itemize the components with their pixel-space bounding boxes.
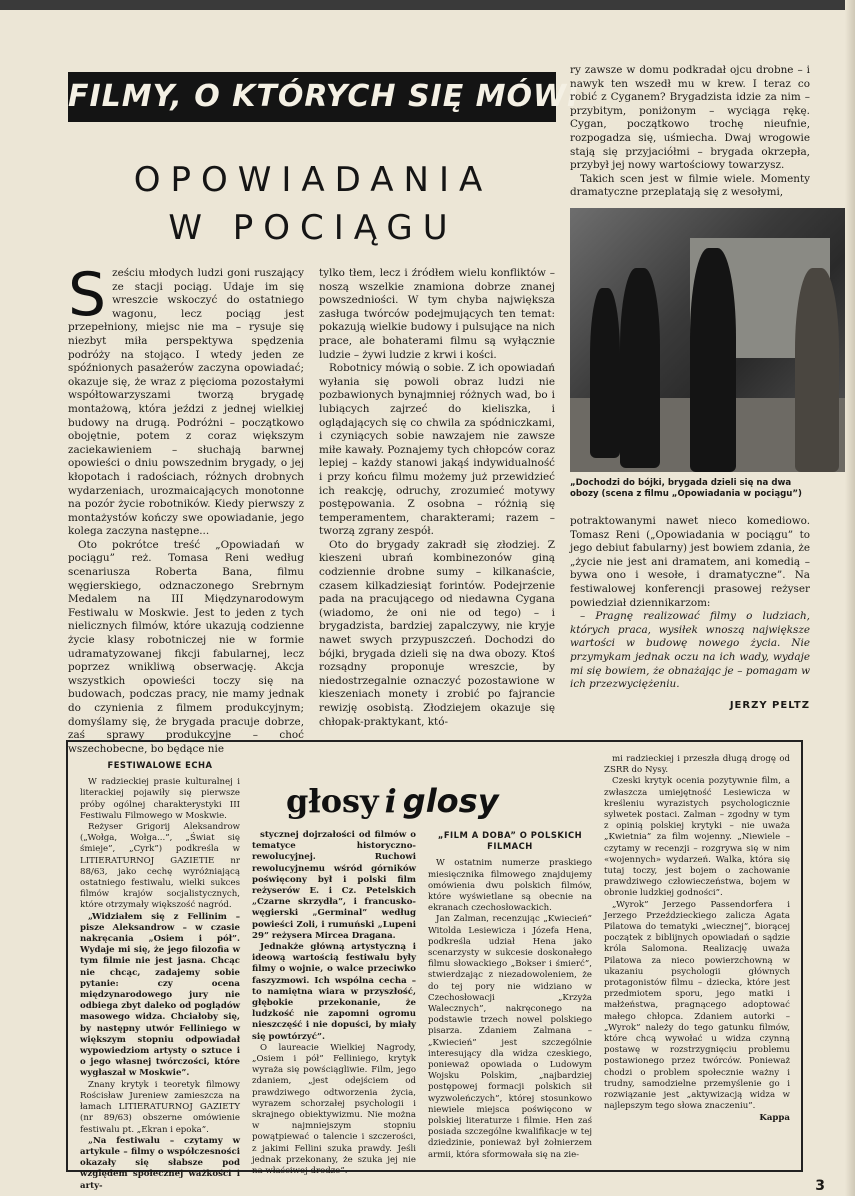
photo-figure bbox=[590, 288, 620, 458]
logo-part-3: glosy bbox=[402, 782, 499, 820]
article-column-1 bbox=[68, 260, 304, 755]
photo-figure bbox=[795, 268, 839, 472]
page-number: 3 bbox=[815, 1178, 825, 1194]
logo-part-2: i bbox=[384, 782, 397, 820]
box-column-heading: „FILM A DOBA” O POLSKICH FILMACH bbox=[437, 830, 583, 852]
paragraph: mi radzieckiej i przeszła długą drogę od ZSRR do Nysy. bbox=[604, 754, 790, 776]
paragraph: „Na festiwalu – czytamy w artykule – filmy o współczesności okazały się słabsze pod względem społecznej ważkości i arty- bbox=[80, 1135, 240, 1191]
box-column-heading: FESTIWALOWE ECHA bbox=[107, 760, 213, 770]
photo-figure bbox=[620, 268, 660, 468]
film-still-photo bbox=[570, 208, 845, 472]
drop-cap: S bbox=[68, 260, 107, 330]
glosy-logo bbox=[286, 782, 586, 822]
page-binding-shadow bbox=[845, 0, 855, 1196]
box-column-2 bbox=[252, 830, 416, 1177]
paragraph: stycznej dojrzałości od filmów o tematyce historyczno-rewolucyjnej. Ruchowi rewolucyjnemu wśród górników poświęcony był i polski film reżyserów E. i Cz. Petelskich „Czarne skrzydła”, i francusko-węgierski „Germinal” według powieści Zoli, i rumuński „Lupeni 29” reżysera Mircea Dragana. bbox=[252, 830, 416, 941]
photo-figure bbox=[690, 248, 736, 472]
paragraph: ry zawsze w domu podkradał ojcu drobne – i nawyk ten wszedł mu w krew. I teraz co robić z Cyganem? Brygadzista idzie za nim – przybitym, poniżonym – wyciąga rękę. Cygan, początkowo trochę nieufnie, rozpogadza się, uśmiecha. Dwaj wrogowie stają się przyjaciółmi – brygada okrzepła, przybył jej nowy wartościowy towarzysz. bbox=[570, 64, 810, 172]
paragraph: O laureacie Wielkiej Nagrody, „Osiem i pół” Felliniego, krytyk wyraża się powściągliwie. Film, jego zdaniem, „jest odejściem od prawdziwego odtworzenia życia, wyrazem schorzałej psychologii i skrajnego obiektywizmu. Nie można w najmniejszym stopniu powątpiewać o talencie i szczerości, z jakimi Fellini szuka prawdy. Jeśli jednak przekonany, że szuka jej nie na właściwej drodze”. bbox=[252, 1042, 416, 1177]
article-column-3-top bbox=[570, 64, 810, 204]
article-column-3-bottom bbox=[570, 515, 810, 715]
paragraph: Jan Zalman, recenzując „Kwiecień” Witolda Lesiewicza i Józefa Hena, podkreśla udział Hena jako scenarzysty w sukcesie doskonałego filmu słowackiego „Bokser i śmierć”, stwierdzając z niezadowoleniem, że do tej pory nie widziano w Czechosłowacji „Krzyża Walecznych”, nakręconego na podstawie trzech nowel polskiego pisarza. Zdaniem Zalmana – „Kwiecień” jest szczególnie interesujący dla widza czeskiego, ponieważ opowiada o Ludowym Wojsku Polskim, „najbardziej postępowej formacji polskich sił wyzwoleńczych”, której stosunkowo niewiele miejsca poświęcono w polskiej literaturze i filmie. Hen zaś posiada szczególne kwalifikacje w tej dziedzinie, ponieważ był żołnierzem armii, która sformowała się na zie- bbox=[428, 914, 592, 1160]
paragraph: Oto pokrótce treść „Opowiadań w pociągu” reż. Tomasa Reni według scenariusza Roberta Bana, filmu węgierskiego, odznaczonego Srebrnym Medalem na III Międzynarodowym Festiwalu w Moskwie. Jest to jeden z tych nielicznych filmów, które ukazują codzienne życie klasy robotniczej nie w formie udramatyzowanej fikcji fabularnej, lecz poprzez wnikliwą obserwację. Akcja wszystkich opowieści toczy się na budowach, podczas pracy, nie mamy jednak do czynienia z filmem produkcyjnym; domyślamy się, że brygada pracuje dobrze, zaś sprawy produkcyjne – choć wszechobecne, bo będące nie bbox=[68, 538, 304, 755]
paragraph: Robotnicy mówią o sobie. Z ich opowiadań wyłania się powoli obraz ludzi nie pozbawionych bynajmniej różnych wad, bo i lubiących zajrzeć do kieliszka, i oglądających się co chwila za spódniczkami, i czyniących sobie nawzajem nie zawsze miłe kawały. Poznajemy tych chłopców coraz lepiej – każdy stanowi jakąś indywidualność i przy końcu filmu możemy już przewidzieć ich reakcję, odruchy, zrozumieć motywy postępowania. Z osobna – różnią się temperamentem, charakterami; razem – tworzą zgrany zespół. bbox=[319, 362, 555, 538]
article-title-line1: OPOWIADANIA bbox=[133, 160, 493, 200]
paragraph: Jednakże główną artystyczną i ideową wartością festiwalu były filmy o wojnie, o walce przeciwko faszyzmowi. Ich wspólna cecha – to namiętna wiara w przyszłość, głębokie przekonanie, że ludzkość nie zapomni ogromu nieszczęść i nie dopuści, by miały się powtórzyć”. bbox=[252, 942, 416, 1042]
logo-part-1: głosy bbox=[286, 782, 379, 820]
paragraph: Reżyser Grigorij Aleksandrow („Wołga, Wołga...”, „Świat się śmieje”, „Cyrk”) podkreśla w LITIERATURNOJ GAZIETIE nr 88/63, jako cechę wyróżniającą ostatniego festiwalu, wielki sukces filmów krajów socjalistycznych, które otrzymały większość nagród. bbox=[80, 822, 240, 911]
paragraph: potraktowanymi nawet nieco komediowo. Tomasz Reni („Opowiadania w pociągu” to jego debiut fabularny) jest bowiem zdania, że „życie nie jest ani dramatem, ani komedią – bywa ono i wesołe, i dramatyczne”. Na festiwalowej konferencji prasowej reżyser powiedział dziennikarzom: bbox=[570, 515, 810, 609]
paragraph: W ostatnim numerze praskiego miesięcznika filmowego znajdujemy omówienia dwu polskich filmów, które wyświetlane są obecnie na ekranach czechosłowackich. bbox=[428, 858, 592, 914]
quote-paragraph: – Pragnę realizować filmy o ludziach, których praca, wysiłek wnoszą największe wartości w budowę nowego życia. Nie przymykam jednak oczu na ich wady, wydaje mi się bowiem, że obnażając je – pomagam w ich przezwyciężeniu. bbox=[570, 610, 810, 691]
paragraph: W radzieckiej prasie kulturalnej i literackiej pojawiły się pierwsze próby ogólnej charakterystyki III Festiwalu Filmowego w Moskwie. bbox=[80, 777, 240, 821]
paragraph: Znany krytyk i teoretyk filmowy Rościsław Jureniew zamieszcza na łamach LITIERATURNOJ GAZIETY (nr 89/63) obszerne omówienie festiwalu pt. „Ekran i epoka”. bbox=[80, 1079, 240, 1135]
page-top-edge bbox=[0, 0, 855, 10]
photo-caption: „Dochodzi do bójki, brygada dzieli się na dwa obozy (scena z filmu „Opowiadania w pociągu”) bbox=[570, 478, 802, 499]
box-column-3 bbox=[428, 830, 592, 1164]
author-signature: JERZY PELTZ bbox=[729, 700, 810, 711]
box-signature: Kappa bbox=[759, 1112, 790, 1123]
box-column-1 bbox=[80, 760, 240, 1191]
article-title-line2: W POCIĄGU bbox=[168, 208, 458, 248]
paragraph: „Wyrok” Jerzego Passendorfera i Jerzego Przeździeckiego zalicza Agata Pilatowa do tematyki „wiecznej”, biorącej początek z biblijnych opowiadań o sądzie króla Salomona. Realizację uważa Pilatowa za nieco powierzchowną w ukazaniu psychologii głównych protagonistów filmu – dziecka, które jest przedmiotem sporu, jego matki i małżeństwa, pragnącego adoptować małego chłopca. Zdaniem autorki – „Wyrok” należy do tego gatunku filmów, które chcą wywołać u widza czynną postawę w rozstrzygnięciu problemu postawionego przez twórców. Ponieważ chodzi o problem społecznie ważny i trudny, samodzielne przemyślenie go i rozwiązanie jest „aktywizacją widza w najlepszym tego słowa znaczeniu”. bbox=[604, 899, 790, 1112]
paragraph: Oto do brygady zakradł się złodziej. Z kieszeni ubrań kombinezonów giną codziennie drobne sumy – kilkanaście, czasem kilkadziesiąt forintów. Podejrzenie pada na pracującego od niedawna Cygana (wiadomo, że oni nie od tego) – i brygadzista, bardziej zapalczywy, nie kryje nawet swych przypuszczeń. Dochodzi do bójki, brygada dzieli się na dwa obozy. Ktoś rozsądny proponuje wreszcie, by niedostrzegalnie oznaczyć pozostawione w kieszeniach monety i zrobić po fajrancie rewizję osobistą. Złodziejem okazuje się chłopak-praktykant, któ- bbox=[319, 538, 555, 728]
paragraph: Takich scen jest w filmie wiele. Momenty dramatyczne przeplatają się z wesołymi, bbox=[570, 172, 810, 199]
paragraph: ześciu młodych ludzi goni ruszający ze stacji pociąg. Udaje im się wreszcie wskoczyć do ostatniego wagonu, lecz pociąg jest przepełniony, miejsc nie ma – rysuje się niezbyt miła perspektywa spędzenia podróży na stojąco. I wtedy jeden ze spóźnionych pasażerów zaczyna opowiadać; okazuje się, że wraz z pięcioma pozostałymi współtowarzyszami tworzą brygadę montażową, która jeździ z jednej wielkiej budowy na drugą. Podróżni – początkowo obojętnie, potem z coraz większym zaciekawieniem – słuchają barwnej opowieści o dniu powszednim brygady, o jej kłopotach i radościach, różnych drobnych wydarzeniach, urozmaicających monotonne na pozór życie robotników. Kiedy pierwszy z montażystów kończy swe opowiadanie, jego kolega zaczyna następne... bbox=[68, 267, 304, 538]
paragraph: tylko tłem, lecz i źródłem wielu konfliktów – noszą wszelkie znamiona dobrze znanej powszedniości. W tym chyba największa zasługa twórców podejmujących ten temat: pokazują wielkie budowy i pulsujące na nich prace, ale bohaterami filmu są wyłącznie ludzie – żywi ludzie z krwi i kości. bbox=[319, 267, 555, 361]
article-column-2 bbox=[319, 267, 555, 728]
paragraph: Czeski krytyk ocenia pozytywnie film, a zwłaszcza umiejętność Lesiewicza w kreśleniu wyrazistych psychologicznie sylwetek postaci. Zalman – zgodny w tym z opinią polskiej krytyki – nie uważa „Kwietnia” za film wojenny. „Niewiele – czytamy w recenzji – rozgrywa się w nim «wojennych» wydarzeń. Walka, która się tutaj toczy, jest bojem o zachowanie prawdziwego człowieczeństwa, bojem w obronie ludzkiej godności”. bbox=[604, 776, 790, 899]
section-banner: FILMY, O KTÓRYCH SIĘ MÓWI bbox=[68, 72, 556, 122]
box-column-4 bbox=[604, 754, 790, 1164]
paragraph: „Widziałem się z Fellinim – pisze Aleksandrow – w czasie nakręcania „Osiem i pół”. Wydaje mi się, że jego filozofia w tym filmie nie jest jasna. Chcąc nie chcąc, zadajemy sobie pytanie: czy ocena międzynarodowego jury nie odbiega zbyt daleko od poglądów masowego widza. Chciałoby się, by następny utwór Felliniego w większym stopniu odpowiadał wypowiedziom artysty o sztuce i o jego własnej twórczości, które wygłaszał w Moskwie”. bbox=[80, 911, 240, 1079]
glosy-i-glosy-box bbox=[66, 740, 803, 1191]
